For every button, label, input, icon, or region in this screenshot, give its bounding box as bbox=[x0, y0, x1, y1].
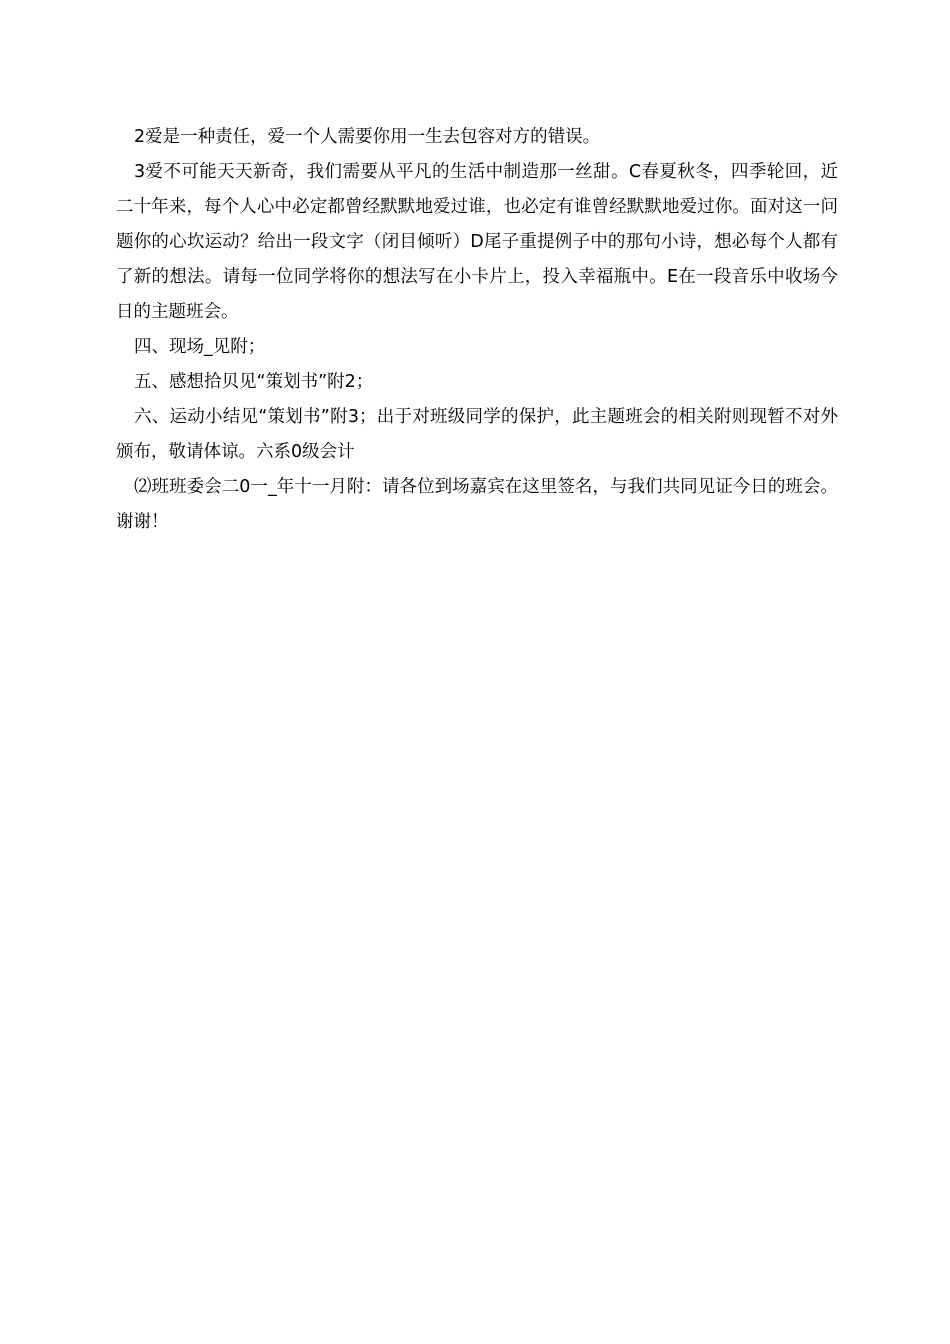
paragraph-section-four: 四、现场_见附； bbox=[134, 337, 266, 357]
paragraph-section-five: 五、感想拾贝见“策划书”附2； bbox=[134, 372, 374, 392]
paragraph-signature-appendix: ⑵班班委会二0一_年十一月附：请各位到场嘉宾在这里签名，与我们共同见证今日的班会。谢谢！ bbox=[116, 477, 838, 532]
paragraph-love-sweetness: 3爱不可能天天新奇，我们需要从平凡的生活中制造那一丝甜。C春夏秋冬，四季轮回，近二十年来，每个人心中必定都曾经默默地爱过谁，也必定有谁曾经默默地爱过你。面对这一问题你的心坎运动？给出一段文字（闭目倾听）D尾子重提例子中的那句小诗，想必每个人都有了新的想法。请每一位同学将你的想法写在小卡片上，投入幸福瓶中。E在一段音乐中收场今日的主题班会。 bbox=[116, 162, 838, 322]
paragraph-love-responsibility: 2爱是一种责任，爱一个人需要你用一生去包容对方的错误。 bbox=[134, 127, 601, 147]
document-body bbox=[116, 120, 838, 540]
paragraph-section-six: 六、运动小结见“策划书”附3；出于对班级同学的保护，此主题班会的相关附则现暂不对外颁布，敬请体谅。六系0级会计 bbox=[116, 407, 838, 462]
